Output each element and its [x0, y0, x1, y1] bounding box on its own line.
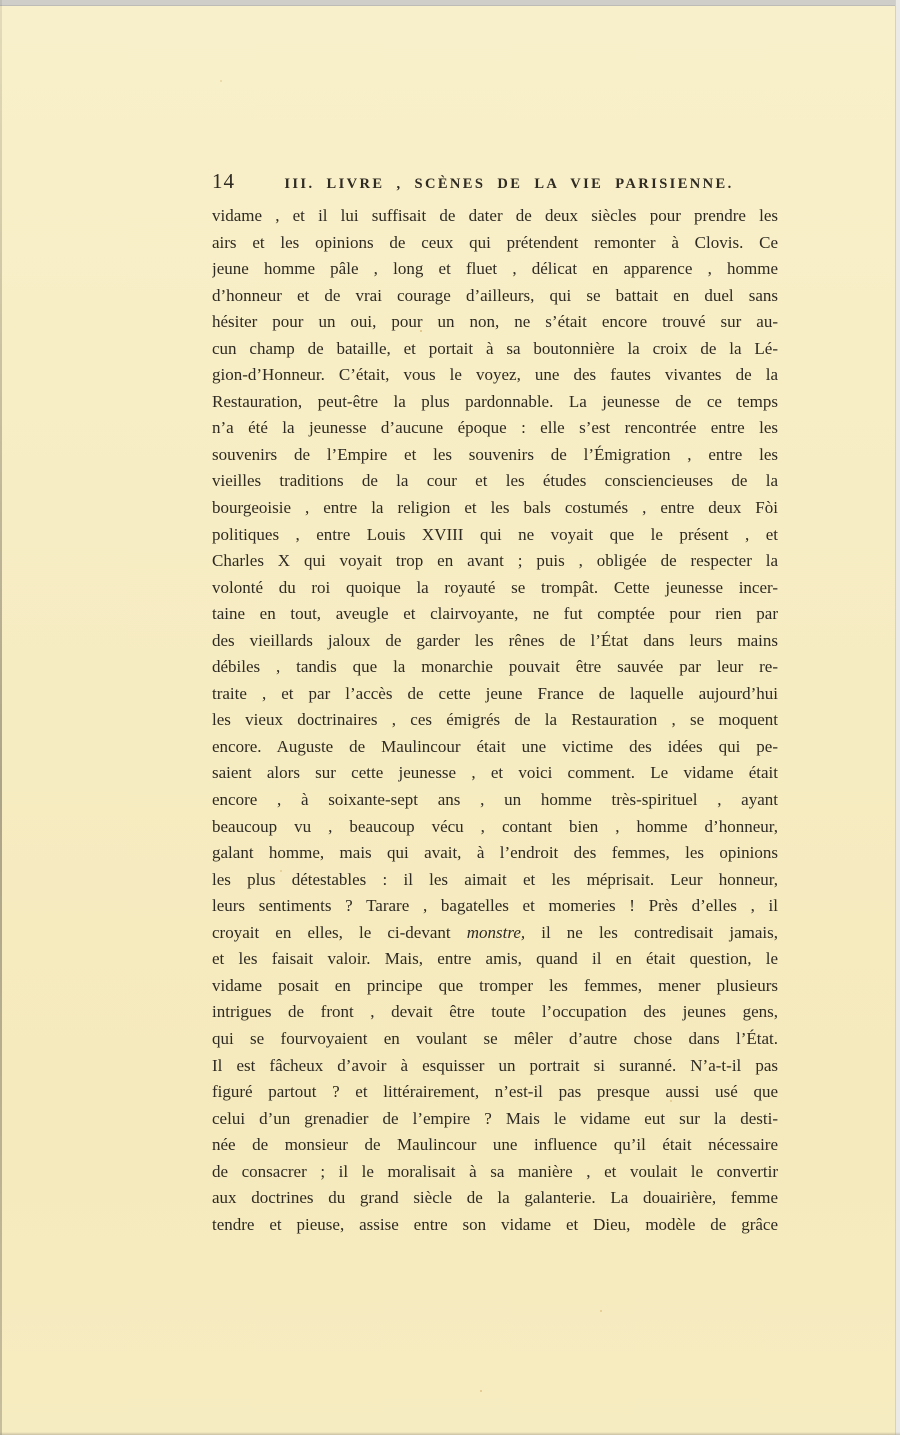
running-header	[212, 169, 778, 194]
scan-edge-left	[0, 0, 2, 1435]
scan-edge-right	[895, 0, 900, 1435]
text-line: encore , à soixante-sept ans , un homme très-spirituel , ayant	[212, 790, 778, 810]
text-line: encore. Auguste de Maulincour était une victime des idées qui pe-	[212, 736, 778, 756]
text-line: celui d’un grenadier de l’empire ? Mais le vidame eut sur la desti-	[212, 1108, 778, 1128]
text-line: des vieillards jaloux de garder les rênes de l’État dans leurs mains	[212, 630, 778, 650]
text-line: leurs sentiments ? Tarare , bagatelles et momeries ! Près d’elles , il	[212, 896, 778, 916]
text-line: vidame posait en principe que tromper les femmes, mener plusieurs	[212, 975, 778, 995]
page-body-text	[212, 203, 778, 1238]
text-line: figuré partout ? et littérairement, n’est-il pas presque aussi usé que	[212, 1082, 778, 1102]
scan-edge-top	[0, 0, 900, 6]
text-line: Restauration, peut-être la plus pardonnable. La jeunesse de ce temps	[212, 391, 778, 411]
text-line: de consacrer ; il le moralisait à sa manière , et voulait le convertir	[212, 1161, 778, 1181]
running-header-title: III. LIVRE , SCÈNES DE LA VIE PARISIENNE.	[284, 176, 734, 192]
text-line: politiques , entre Louis XVIII qui ne voyait que le présent , et	[212, 524, 778, 544]
text-line: beaucoup vu , beaucoup vécu , contant bien , homme d’honneur,	[212, 816, 778, 836]
text-line: galant homme, mais qui avait, à l’endroit des femmes, les opinions	[212, 843, 778, 863]
text-line: jeune homme pâle , long et fluet , délicat en apparence , homme	[212, 259, 778, 279]
text-line: cun champ de bataille, et portait à sa boutonnière la croix de la Lé-	[212, 338, 778, 358]
text-line: qui se fourvoyaient en voulant se mêler d’autre chose dans l’État.	[212, 1028, 778, 1048]
text-line: les plus détestables : il les aimait et les méprisait. Leur honneur,	[212, 869, 778, 889]
text-line: volonté du roi quoique la royauté se trompât. Cette jeunesse incer-	[212, 577, 778, 597]
text-line: aux doctrines du grand siècle de la galanterie. La douairière, femme	[212, 1188, 778, 1208]
text-line: n’a été la jeunesse d’aucune époque : elle s’est rencontrée entre les	[212, 418, 778, 438]
page-number: 14	[212, 169, 235, 193]
text-line: Il est fâcheux d’avoir à esquisser un portrait si suranné. N’a-t-il pas	[212, 1055, 778, 1075]
text-line: Charles X qui voyait trop en avant ; puis , obligée de respecter la	[212, 551, 778, 571]
text-line: vieilles traditions de la cour et les études consciencieuses de la	[212, 471, 778, 491]
text-line: née de monsieur de Maulincour une influence qu’il était nécessaire	[212, 1135, 778, 1155]
text-line: tendre et pieuse, assise entre son vidame et Dieu, modèle de grâce	[212, 1214, 778, 1234]
text-line: croyait en elles, le ci-devant monstre, il ne les contredisait jamais,	[212, 922, 778, 942]
text-line: les vieux doctrinaires , ces émigrés de la Restauration , se moquent	[212, 710, 778, 730]
text-line: saient alors sur cette jeunesse , et voici comment. Le vidame était	[212, 763, 778, 783]
text-line: airs et les opinions de ceux qui prétendent remonter à Clovis. Ce	[212, 232, 778, 252]
text-line: vidame , et il lui suffisait de dater de deux siècles pour prendre les	[212, 206, 778, 225]
text-line: gion-d’Honneur. C’était, vous le voyez, une des fautes vivantes de la	[212, 365, 778, 385]
text-line: traite , et par l’accès de cette jeune France de laquelle aujourd’hui	[212, 683, 778, 703]
text-line: hésiter pour un oui, pour un non, ne s’était encore trouvé sur au-	[212, 312, 778, 332]
text-line: intrigues de front , devait être toute l’occupation des jeunes gens,	[212, 1002, 778, 1022]
text-line: souvenirs de l’Empire et les souvenirs de l’Émigration , entre les	[212, 444, 778, 464]
text-line: d’honneur et de vrai courage d’ailleurs, qui se battait en duel sans	[212, 285, 778, 305]
text-line: bourgeoisie , entre la religion et les bals costumés , entre deux Fòi	[212, 498, 778, 518]
text-line: débiles , tandis que la monarchie pouvait être sauvée par leur re-	[212, 657, 778, 677]
text-line: et les faisait valoir. Mais, entre amis, quand il en était question, le	[212, 949, 778, 969]
text-line: taine en tout, aveugle et clairvoyante, ne fut comptée pour rien par	[212, 604, 778, 624]
